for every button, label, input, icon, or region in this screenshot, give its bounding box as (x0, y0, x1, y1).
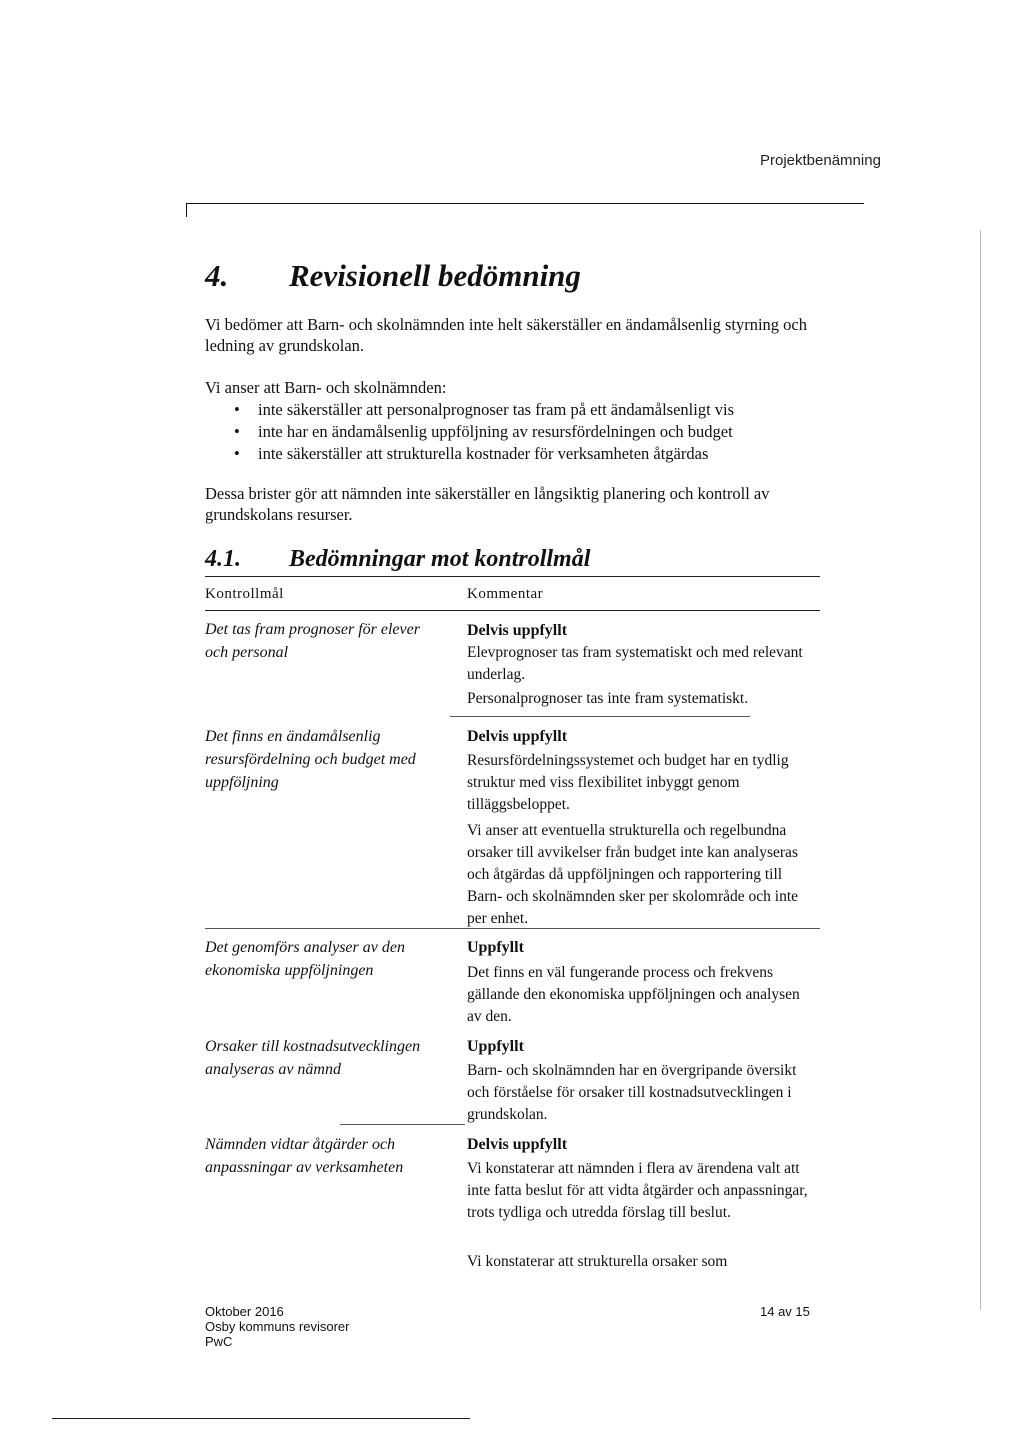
findings-list (205, 399, 845, 465)
table-top-rule (205, 576, 820, 577)
assessment-paragraph: Vi bedömer att Barn- och skolnämnden inte helt säkerställer en ändamålsenlig styrning och ledning av grundskolan. (205, 315, 808, 355)
footer-org: Osby kommuns revisorer (205, 1319, 350, 1334)
list-item (205, 399, 845, 421)
row-goal: Det tas fram prognoser för elever och personal (205, 621, 420, 661)
header-divider (186, 203, 864, 204)
row-comment: Resursfördelningssystemet och budget har en tydlig struktur med viss flexibilitet inbyggt genom tilläggsbeloppet. (467, 752, 789, 813)
header-divider-tick (186, 203, 187, 217)
row-goal: Det finns en ändamålsenlig resursfördelning och budget med uppföljning (205, 728, 416, 791)
row-status: Uppfyllt (467, 1038, 524, 1055)
bullet-icon: • (234, 422, 240, 441)
list-item-text: inte säkerställer att strukturella kostnader för verksamheten åtgärdas (258, 444, 709, 463)
consequence-paragraph: Dessa brister gör att nämnden inte säkerställer en långsiktig planering och kontroll av grundskolans resurser. (205, 484, 770, 524)
list-item-text: inte har en ändamålsenlig uppföljning av resursfördelningen och budget (258, 422, 733, 441)
row-comment: Det finns en väl fungerande process och frekvens gällande den ekonomiska uppföljningen och analysen av den. (467, 964, 800, 1025)
list-item (205, 421, 845, 443)
bullet-icon: • (234, 400, 240, 419)
row-comment: Vi konstaterar att strukturella orsaker som (467, 1253, 728, 1270)
list-item-text: inte säkerställer att personalprognoser tas fram på ett ändamålsenligt vis (258, 400, 735, 419)
project-name: Projektbenämning (760, 152, 881, 169)
subsection-number: 4.1. (205, 546, 241, 572)
bullet-icon: • (234, 444, 240, 463)
row-divider (450, 716, 750, 717)
row-goal: Det genomförs analyser av den ekonomiska uppföljningen (205, 939, 405, 979)
row-divider (340, 1124, 465, 1125)
column-header-comment: Kommentar (467, 586, 544, 602)
row-comment: Vi konstaterar att nämnden i flera av ärendena valt att inte fatta beslut för att vidta åtgärder och anpassningar, trots tydliga och utredda förslag till beslut. (467, 1160, 808, 1221)
row-goal: Nämnden vidtar åtgärder och anpassningar av verksamheten (205, 1136, 404, 1176)
row-status: Delvis uppfyllt (467, 728, 568, 745)
row-comment: Elevprognoser tas fram systematiskt och med relevant underlag. (467, 644, 803, 683)
row-goal: Orsaker till kostnadsutvecklingen analyseras av nämnd (205, 1038, 421, 1078)
footer-info (205, 1304, 349, 1349)
footer-firm: PwC (205, 1334, 233, 1349)
table-header-rule (205, 610, 820, 611)
section-heading (205, 258, 581, 294)
row-divider (205, 928, 820, 929)
footer-date: Oktober 2016 (205, 1304, 284, 1319)
bottom-rule (52, 1418, 470, 1419)
findings-lead: Vi anser att Barn- och skolnämnden: (205, 378, 447, 397)
section-number: 4. (205, 258, 229, 293)
subsection-heading (205, 546, 590, 573)
page-number: 14 av 15 (760, 1304, 810, 1319)
column-header-goal: Kontrollmål (205, 586, 284, 602)
row-status: Uppfyllt (467, 939, 524, 956)
margin-line (980, 230, 981, 1310)
subsection-title: Bedömningar mot kontrollmål (289, 546, 591, 572)
row-comment: Vi anser att eventuella strukturella och regelbundna orsaker till avvikelser från budget inte kan analyseras och åtgärdas då uppföljningen och rapportering till Barn- och skolnämnden sker per skolområde och inte per enhet. (467, 822, 799, 927)
row-comment: Personalprognoser tas inte fram systematiskt. (467, 690, 749, 707)
list-item (205, 443, 845, 465)
row-comment: Barn- och skolnämnden har en övergripande översikt och förståelse för orsaker till kostnadsutvecklingen i grundskolan. (467, 1062, 797, 1123)
row-status: Delvis uppfyllt (467, 622, 568, 639)
row-status: Delvis uppfyllt (467, 1136, 568, 1153)
section-title: Revisionell bedömning (289, 258, 581, 293)
